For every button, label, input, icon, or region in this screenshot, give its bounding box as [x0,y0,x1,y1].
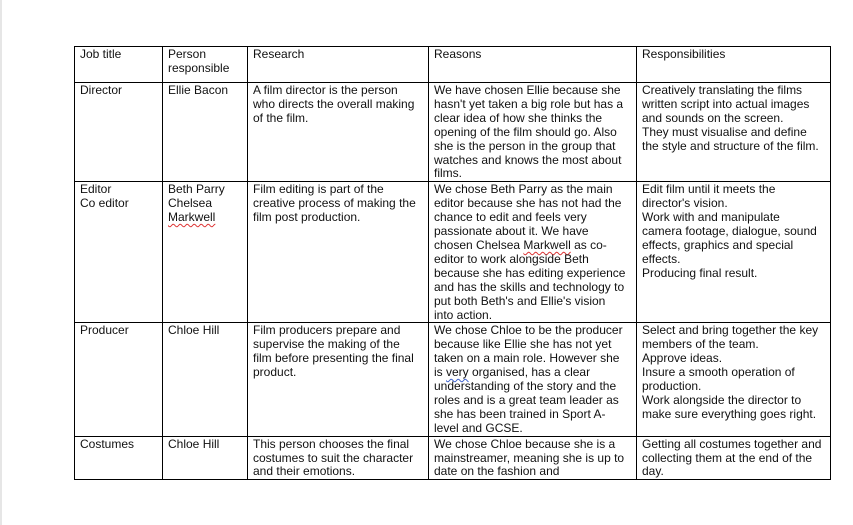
cell-text-line: Chloe Hill [168,436,220,451]
cell-text-line: and sounds on the screen. [642,110,784,125]
cell-text-line: because like Ellie she has not yet [434,337,612,352]
person-cell[interactable] [163,182,248,323]
cell-text-line: into action. [434,307,493,322]
cell-text-line: put both Beth's and Ellie's vision [434,293,606,308]
cell-text-line: Chloe Hill [168,323,220,338]
cell-text-line: Costumes [80,436,135,451]
header-cell [248,47,429,83]
cell-text-line: Film editing is part of the [253,182,384,197]
cell-text-line: is very organised, has a clear [434,365,591,380]
cell-text-line: Work alongside the director to [642,392,802,407]
table-row [75,83,831,182]
cell-text-line: Approve ideas. [642,351,723,366]
reasons-cell[interactable] [429,83,637,182]
cell-text-line: effects. [642,251,681,266]
header-cell [429,47,637,83]
cell-text-line: level and GCSE. [434,420,523,435]
header-cell [75,47,163,83]
research-cell[interactable] [248,182,429,323]
cell-text-line: Editor [80,182,112,197]
spelling-underline: Markwell [168,210,216,225]
cell-text-line: written script into actual images [642,96,810,111]
cell-text-line: and has the skills and technology to [434,279,625,294]
cell-text-line: costumes to suit the character [253,450,414,465]
cell-text-line: who directs the overall making [253,96,415,111]
research-cell[interactable] [248,436,429,480]
cell-text-line: A film director is the person [253,83,398,97]
cell-text-line: chosen Chelsea Markwell as co- [434,237,607,252]
cell-text-line: Producer [80,323,129,338]
cell-text-line: Beth Parry [168,182,225,197]
cell-text-line: understanding of the story and the [434,379,617,394]
cell-text-line: Ellie Bacon [168,83,229,97]
job-cell[interactable] [75,182,163,323]
cell-text-line: We chose Chloe because she is a [434,436,616,451]
cell-text-line [168,211,242,225]
cell-text-line: effects, graphics and special [642,237,794,252]
grammar-underline: very [446,365,469,380]
responsibilities-cell[interactable] [637,436,831,480]
cell-text-line: she has been trained in Sport A- [434,406,606,421]
cell-text-line: the style and structure of the film. [642,138,819,153]
reasons-cell[interactable] [429,436,637,480]
cell-text-line: We have chosen Ellie because she [434,83,621,97]
cell-text-line: editor to work alongside Beth [434,251,589,266]
job-cell[interactable] [75,83,163,182]
header-cell [637,47,831,83]
cell-text-line: We chose Beth Parry as the main [434,182,613,197]
roles-table [74,46,831,480]
reasons-cell[interactable] [429,182,637,323]
person-cell[interactable] [163,436,248,480]
responsibilities-cell[interactable] [637,323,831,436]
cell-text-line: and their emotions. [253,464,356,479]
cell-text-line: chance to edit and feels very [434,210,587,225]
cell-text-line: Creatively translating the films [642,83,803,97]
cell-text-line: They must visualise and define [642,124,807,139]
cell-text-line: film before presenting the final [253,351,414,366]
job-cell[interactable] [75,436,163,480]
cell-text-line: hasn't yet taken a big role but has a [434,96,624,111]
header-cell [163,47,248,83]
header-label: Research [253,47,305,61]
cell-text-line: clear idea of how she thinks the [434,110,603,125]
header-label: Person responsible [168,47,230,75]
cell-text-line: supervise the making of the [253,337,400,352]
cell-text-line: Edit film until it meets the [642,182,776,197]
cell-text-line: product. [253,365,297,380]
cell-text-line: We chose Chloe to be the producer [434,323,623,338]
table-row [75,436,831,480]
cell-text-line: date on the fashion and [434,464,560,479]
cell-text-line: film post production. [253,210,361,225]
table-row [75,323,831,436]
job-cell[interactable] [75,323,163,436]
spelling-underline: Markwell [523,237,571,252]
cell-text-line: collecting them at the end of the [642,450,813,465]
responsibilities-cell[interactable] [637,182,831,323]
header-row [75,47,831,83]
header-label: Job title [80,47,122,61]
cell-text-line: taken on a main role. However she [434,351,620,366]
cell-text-line: Select and bring together the key [642,323,819,338]
cell-text-line: members of the team. [642,337,759,352]
reasons-cell[interactable] [429,323,637,436]
header-label: Reasons [434,47,482,61]
cell-text-line: of the film. [253,110,309,125]
cell-text-line: opening of the film should go. Also [434,124,617,139]
cell-text-line: Co editor [80,196,129,211]
cell-text-line: Getting all costumes together and [642,436,822,451]
cell-text-line: roles and is a great team leader as [434,392,619,407]
cell-text-line: Producing final result. [642,265,758,280]
cell-text-line: Director [80,83,123,97]
cell-text-line: Insure a smooth operation of [642,365,795,380]
cell-text-line: make sure everything goes right. [642,406,817,421]
research-cell[interactable] [248,83,429,182]
cell-text-line: Film producers prepare and [253,323,401,338]
cell-text-line: because she has editing experience [434,265,626,280]
cell-text-line: she is the person in the group that [434,138,616,153]
cell-text-line: camera footage, dialogue, sound [642,224,817,239]
cell-text-line: day. [642,464,664,479]
cell-text-line: passionate about it. We have [434,224,589,239]
cell-text-line: This person chooses the final [253,436,410,451]
person-cell[interactable] [163,83,248,182]
responsibilities-cell[interactable] [637,83,831,182]
cell-text-line: director's vision. [642,196,728,211]
cell-text-line: creative process of making the [253,196,416,211]
cell-text-line: editor because she has not had the [434,196,622,211]
header-label: Responsibilities [642,47,726,61]
cell-text-line: films. [434,166,462,181]
page-edge [0,0,2,525]
cell-text-line: Work with and manipulate [642,210,780,225]
cell-text-line: Chelsea [168,196,213,211]
research-cell[interactable] [248,323,429,436]
cell-text-line: production. [642,379,702,394]
cell-text-line: watches and knows the most about [434,152,622,167]
table-row [75,182,831,323]
cell-text-line: mainstreamer, meaning she is up to [434,450,625,465]
person-cell[interactable] [163,323,248,436]
